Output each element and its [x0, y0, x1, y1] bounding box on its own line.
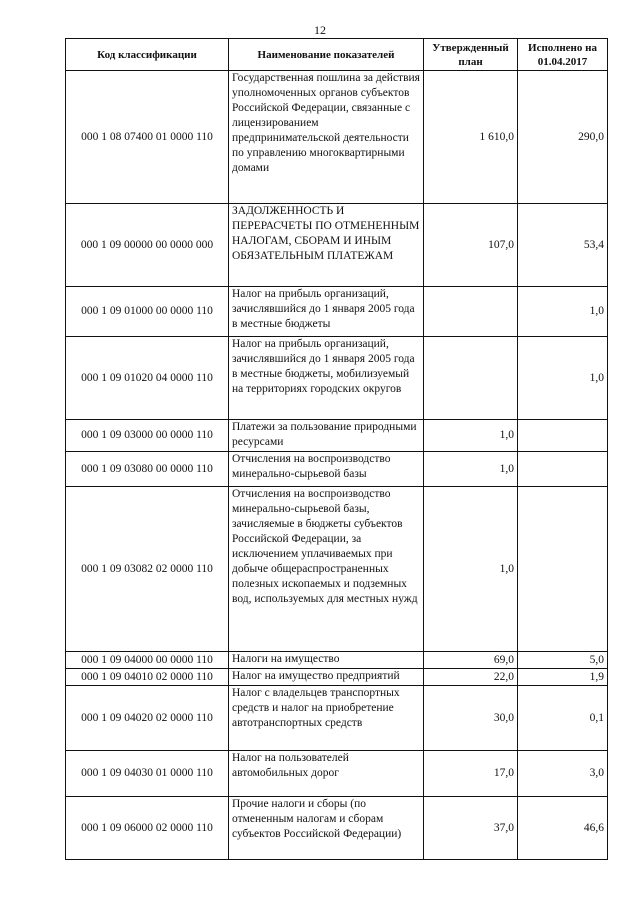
- cell-done: 46,6: [518, 797, 608, 860]
- cell-name: Отчисления на воспроизводство минерально-сырьевой базы, зачисляемые в бюджеты субъектов Российской Федерации, за исключением уплачиваемых при добыче общераспространенных полезных ископаемых и подземных вод, используемых для местных нужд: [229, 487, 424, 652]
- cell-code: 000 1 09 06000 02 0000 110: [66, 797, 229, 860]
- cell-name: Налог на имущество предприятий: [229, 669, 424, 686]
- header-plan: Утвержденный план: [424, 39, 518, 71]
- cell-done: 5,0: [518, 652, 608, 669]
- cell-code: 000 1 09 03082 02 0000 110: [66, 487, 229, 652]
- cell-plan: 69,0: [424, 652, 518, 669]
- cell-done: 3,0: [518, 751, 608, 797]
- table-row: [66, 337, 608, 420]
- cell-code: 000 1 09 01020 04 0000 110: [66, 337, 229, 420]
- cell-code: 000 1 09 04030 01 0000 110: [66, 751, 229, 797]
- table-row: [66, 686, 608, 751]
- cell-plan: [424, 287, 518, 337]
- cell-name: Налоги на имущество: [229, 652, 424, 669]
- cell-plan: 1,0: [424, 452, 518, 487]
- cell-name: Налог на прибыль организаций, зачислявшийся до 1 января 2005 года в местные бюджеты, мобилизуемый на территориях городских округов: [229, 337, 424, 420]
- cell-name: Платежи за пользование природными ресурсами: [229, 420, 424, 452]
- cell-plan: 1,0: [424, 420, 518, 452]
- cell-code: 000 1 09 04010 02 0000 110: [66, 669, 229, 686]
- cell-name: Отчисления на воспроизводство минерально-сырьевой базы: [229, 452, 424, 487]
- cell-done: 1,9: [518, 669, 608, 686]
- cell-plan: 17,0: [424, 751, 518, 797]
- cell-plan: 1,0: [424, 487, 518, 652]
- cell-plan: [424, 337, 518, 420]
- cell-done: [518, 487, 608, 652]
- cell-done: [518, 452, 608, 487]
- header-name: Наименование показателей: [229, 39, 424, 71]
- cell-code: 000 1 09 03080 00 0000 110: [66, 452, 229, 487]
- cell-name: ЗАДОЛЖЕННОСТЬ И ПЕРЕРАСЧЕТЫ ПО ОТМЕНЕННЫМ НАЛОГАМ, СБОРАМ И ИНЫМ ОБЯЗАТЕЛЬНЫМ ПЛАТЕЖАМ: [229, 204, 424, 287]
- budget-table: [65, 38, 608, 860]
- cell-code: 000 1 09 04020 02 0000 110: [66, 686, 229, 751]
- table-row: [66, 487, 608, 652]
- cell-done: 1,0: [518, 287, 608, 337]
- cell-plan: 37,0: [424, 797, 518, 860]
- cell-plan: 107,0: [424, 204, 518, 287]
- header-done: Исполнено на 01.04.2017: [518, 39, 608, 71]
- table-row: [66, 71, 608, 204]
- cell-done: 0,1: [518, 686, 608, 751]
- page-number: 12: [314, 23, 326, 37]
- cell-plan: 22,0: [424, 669, 518, 686]
- table-row: [66, 797, 608, 860]
- cell-code: 000 1 09 03000 00 0000 110: [66, 420, 229, 452]
- cell-done: 53,4: [518, 204, 608, 287]
- cell-name: Налог на пользователей автомобильных дорог: [229, 751, 424, 797]
- table-row: [66, 452, 608, 487]
- table-row: [66, 204, 608, 287]
- table-header-row: [66, 39, 608, 71]
- cell-done: [518, 420, 608, 452]
- header-code: Код классификации: [66, 39, 229, 71]
- cell-plan: 30,0: [424, 686, 518, 751]
- cell-code: 000 1 09 01000 00 0000 110: [66, 287, 229, 337]
- cell-code: 000 1 09 00000 00 0000 000: [66, 204, 229, 287]
- cell-name: Налог с владельцев транспортных средств и налог на приобретение автотранспортных средств: [229, 686, 424, 751]
- cell-name: Государственная пошлина за действия уполномоченных органов субъектов Российской Федерации, связанные с лицензированием предпринимательской деятельности по управлению многоквартирными домами: [229, 71, 424, 204]
- cell-plan: 1 610,0: [424, 71, 518, 204]
- cell-code: 000 1 09 04000 00 0000 110: [66, 652, 229, 669]
- table-row: [66, 287, 608, 337]
- table-row: [66, 751, 608, 797]
- table-row: [66, 652, 608, 669]
- table-row: [66, 669, 608, 686]
- cell-name: Прочие налоги и сборы (по отмененным налогам и сборам субъектов Российской Федерации): [229, 797, 424, 860]
- cell-done: 1,0: [518, 337, 608, 420]
- cell-code: 000 1 08 07400 01 0000 110: [66, 71, 229, 204]
- table-row: [66, 420, 608, 452]
- cell-name: Налог на прибыль организаций, зачислявшийся до 1 января 2005 года в местные бюджеты: [229, 287, 424, 337]
- cell-done: 290,0: [518, 71, 608, 204]
